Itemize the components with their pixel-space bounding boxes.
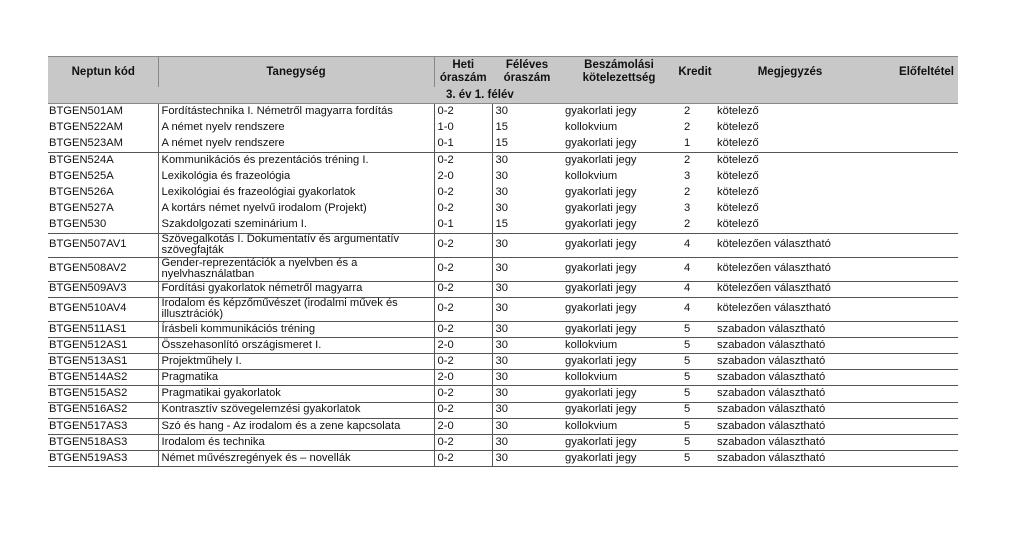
- cell-elofeltetel: [866, 120, 958, 136]
- cell-megjegyzes: kötelezően választható: [714, 257, 866, 281]
- cell-feleves: 30: [495, 169, 508, 182]
- cell-code: BTGEN518AS3: [48, 435, 158, 451]
- cell-feleves: 30: [492, 297, 562, 321]
- cell-name: Kommunikációs és prezentációs tréning I.: [158, 152, 434, 168]
- cell-heti: 0-1: [434, 217, 492, 233]
- cell-code: BTGEN524A: [48, 152, 158, 168]
- cell-code: BTGEN512AS1: [48, 337, 158, 353]
- cell-megjegyzes: szabadon választható: [714, 435, 866, 451]
- table-row: [48, 233, 958, 257]
- header-kredit: Kredit: [676, 57, 714, 88]
- cell-feleves: 30: [492, 402, 562, 418]
- cell-megjegyzes: kötelező: [717, 201, 759, 214]
- cell-heti: 2-0: [434, 370, 492, 386]
- cell-heti: 0-2: [434, 451, 492, 467]
- table-row: [48, 104, 958, 120]
- cell-megjegyzes: szabadon választható: [714, 451, 866, 467]
- cell-name: Pragmatikai gyakorlatok: [158, 386, 434, 402]
- cell-kredit: 2: [684, 185, 691, 198]
- cell-name: Szövegalkotás I. Dokumentatív és argumentatív szövegfajták: [158, 233, 434, 257]
- table-row: [48, 184, 958, 200]
- cell-beszamolasi: gyakorlati jegy: [562, 233, 676, 257]
- cell-heti: 0-2: [434, 152, 492, 168]
- cell-elofeltetel: [866, 257, 958, 281]
- table-row: [48, 297, 958, 321]
- cell-kredit: 3: [684, 169, 691, 182]
- cell-heti: 2-0: [434, 168, 492, 184]
- table-row: [48, 281, 958, 297]
- cell-elofeltetel: [866, 184, 958, 200]
- cell-name: A német nyelv rendszere: [158, 120, 434, 136]
- cell-heti: 1-0: [434, 120, 492, 136]
- cell-elofeltetel: [866, 418, 958, 434]
- cell-code: BTGEN501AM: [49, 105, 123, 118]
- cell-name: Lexikológia és frazeológia: [158, 168, 434, 184]
- cell-beszamolasi: gyakorlati jegy: [565, 185, 637, 198]
- cell-beszamolasi: kollokvium: [565, 169, 618, 182]
- cell-name: Német művészregények és – novellák: [158, 451, 434, 467]
- cell-feleves: 30: [492, 233, 562, 257]
- cell-code: BTGEN525A: [49, 169, 114, 182]
- cell-feleves: 30: [492, 435, 562, 451]
- cell-feleves: 30: [495, 201, 508, 214]
- cell-heti: 0-2: [434, 435, 492, 451]
- cell-beszamolasi: gyakorlati jegy: [565, 136, 637, 149]
- cell-feleves: 30: [492, 152, 562, 168]
- cell-beszamolasi: gyakorlati jegy: [565, 217, 637, 230]
- cell-feleves: 30: [495, 185, 508, 198]
- cell-kredit: 2: [676, 152, 714, 168]
- cell-megjegyzes: kötelező: [717, 105, 759, 118]
- cell-heti: 0-2: [434, 386, 492, 402]
- cell-beszamolasi: gyakorlati jegy: [562, 435, 676, 451]
- cell-name: Fordítástechnika I. Németről magyarra fordítás: [158, 104, 434, 120]
- cell-feleves: 30: [492, 370, 562, 386]
- cell-name: A kortárs német nyelvű irodalom (Projekt): [158, 201, 434, 217]
- table-row: [48, 217, 958, 233]
- cell-megjegyzes: kötelező: [717, 136, 759, 149]
- cell-megjegyzes: szabadon választható: [714, 386, 866, 402]
- cell-beszamolasi: gyakorlati jegy: [562, 257, 676, 281]
- table-row: [48, 386, 958, 402]
- cell-kredit: 1: [684, 136, 691, 149]
- cell-beszamolasi: kollokvium: [562, 337, 676, 353]
- cell-beszamolasi: kollokvium: [562, 418, 676, 434]
- header-megjegyzes: Megjegyzés: [714, 57, 866, 88]
- cell-heti: 0-2: [434, 201, 492, 217]
- header-neptun: Neptun kód: [48, 57, 158, 88]
- table-row: [48, 435, 958, 451]
- cell-name: A német nyelv rendszere: [158, 136, 434, 152]
- header-beszamolasi: Beszámolási kötelezettség: [562, 57, 676, 88]
- cell-name: Szakdolgozati szeminárium I.: [158, 217, 434, 233]
- cell-kredit: 4: [676, 257, 714, 281]
- cell-name: Gender-reprezentációk a nyelvben és a nyelvhasználatban: [158, 257, 434, 281]
- table-body: [48, 104, 958, 467]
- cell-feleves: 30: [492, 337, 562, 353]
- cell-kredit: 4: [676, 233, 714, 257]
- cell-heti: 0-2: [434, 104, 492, 120]
- table-row: [48, 451, 958, 467]
- cell-kredit: 5: [676, 451, 714, 467]
- cell-heti: 2-0: [434, 337, 492, 353]
- cell-feleves: 30: [495, 105, 508, 118]
- cell-elofeltetel: [866, 337, 958, 353]
- cell-beszamolasi: gyakorlati jegy: [562, 451, 676, 467]
- cell-kredit: 5: [676, 337, 714, 353]
- header-heti: Heti óraszám: [434, 57, 492, 88]
- cell-beszamolasi: kollokvium: [562, 370, 676, 386]
- cell-beszamolasi: gyakorlati jegy: [562, 402, 676, 418]
- table-row: [48, 168, 958, 184]
- cell-code: BTGEN522AM: [49, 121, 123, 134]
- cell-elofeltetel: [866, 451, 958, 467]
- cell-megjegyzes: szabadon választható: [714, 337, 866, 353]
- cell-megjegyzes: kötelezően választható: [714, 297, 866, 321]
- cell-heti: 2-0: [434, 418, 492, 434]
- cell-kredit: 5: [676, 402, 714, 418]
- header-feleves: Féléves óraszám: [492, 57, 562, 88]
- cell-beszamolasi: gyakorlati jegy: [562, 281, 676, 297]
- table-row: [48, 257, 958, 281]
- cell-code: BTGEN509AV3: [48, 281, 158, 297]
- cell-elofeltetel: [866, 104, 958, 120]
- cell-code: BTGEN526A: [49, 185, 114, 198]
- semester-row: [48, 87, 958, 104]
- cell-heti: 0-2: [434, 321, 492, 337]
- semester-label: 3. év 1. félév: [434, 87, 958, 104]
- cell-heti: 0-2: [434, 297, 492, 321]
- cell-megjegyzes: szabadon választható: [714, 370, 866, 386]
- cell-megjegyzes: szabadon választható: [714, 354, 866, 370]
- cell-code: BTGEN527A: [49, 201, 114, 214]
- cell-elofeltetel: [866, 402, 958, 418]
- cell-kredit: 5: [676, 354, 714, 370]
- cell-code: BTGEN523AM: [49, 136, 123, 149]
- cell-name: Pragmatika: [158, 370, 434, 386]
- cell-name: Szó és hang - Az irodalom és a zene kapcsolata: [158, 418, 434, 434]
- table-row: [48, 120, 958, 136]
- cell-elofeltetel: [866, 354, 958, 370]
- cell-elofeltetel: [866, 152, 958, 168]
- cell-code: BTGEN519AS3: [48, 451, 158, 467]
- cell-code: BTGEN530: [49, 217, 107, 230]
- cell-feleves: 15: [495, 217, 508, 230]
- cell-code: BTGEN510AV4: [48, 297, 158, 321]
- cell-megjegyzes: kötelező: [717, 169, 759, 182]
- cell-name: Irodalom és technika: [158, 435, 434, 451]
- cell-name: Összehasonlító országismeret I.: [158, 337, 434, 353]
- header-elofeltetel: Előfeltétel: [866, 57, 958, 88]
- cell-elofeltetel: [866, 136, 958, 152]
- cell-elofeltetel: [866, 201, 958, 217]
- cell-megjegyzes: kötelezően választható: [714, 233, 866, 257]
- cell-elofeltetel: [866, 370, 958, 386]
- cell-beszamolasi: gyakorlati jegy: [565, 201, 637, 214]
- cell-megjegyzes: szabadon választható: [714, 418, 866, 434]
- cell-heti: 0-2: [434, 233, 492, 257]
- cell-elofeltetel: [866, 281, 958, 297]
- cell-code: BTGEN507AV1: [48, 233, 158, 257]
- table-row: [48, 418, 958, 434]
- cell-heti: 0-2: [434, 184, 492, 200]
- cell-kredit: 5: [676, 321, 714, 337]
- table-row: [48, 201, 958, 217]
- cell-feleves: 30: [492, 418, 562, 434]
- cell-feleves: 15: [495, 136, 508, 149]
- cell-kredit: 4: [676, 297, 714, 321]
- header-tanegyseg: Tanegység: [158, 57, 434, 88]
- cell-kredit: 2: [684, 105, 691, 118]
- cell-heti: 0-2: [434, 257, 492, 281]
- cell-kredit: 5: [676, 386, 714, 402]
- cell-beszamolasi: gyakorlati jegy: [562, 297, 676, 321]
- cell-code: BTGEN516AS2: [48, 402, 158, 418]
- cell-heti: 0-1: [434, 136, 492, 152]
- cell-megjegyzes: kötelezően választható: [714, 281, 866, 297]
- cell-elofeltetel: [866, 233, 958, 257]
- header-row: [48, 57, 958, 88]
- cell-name: Írásbeli kommunikációs tréning: [158, 321, 434, 337]
- cell-name: Lexikológiai és frazeológiai gyakorlatok: [158, 184, 434, 200]
- cell-code: BTGEN513AS1: [48, 354, 158, 370]
- cell-code: BTGEN508AV2: [48, 257, 158, 281]
- cell-feleves: 30: [492, 257, 562, 281]
- cell-heti: 0-2: [434, 281, 492, 297]
- cell-megjegyzes: szabadon választható: [714, 321, 866, 337]
- cell-name: Irodalom és képzőművészet (irodalmi művek és illusztrációk): [158, 297, 434, 321]
- cell-kredit: 2: [684, 217, 691, 230]
- cell-feleves: 30: [492, 281, 562, 297]
- cell-elofeltetel: [866, 297, 958, 321]
- cell-megjegyzes: kötelező: [717, 217, 759, 230]
- cell-feleves: 30: [492, 386, 562, 402]
- table-row: [48, 337, 958, 353]
- cell-code: BTGEN515AS2: [48, 386, 158, 402]
- cell-beszamolasi: gyakorlati jegy: [562, 321, 676, 337]
- curriculum-table: [48, 56, 958, 467]
- cell-kredit: 2: [684, 121, 691, 134]
- cell-kredit: 4: [676, 281, 714, 297]
- cell-heti: 0-2: [434, 354, 492, 370]
- cell-beszamolasi: kollokvium: [565, 121, 618, 134]
- table-row: [48, 370, 958, 386]
- table-row: [48, 321, 958, 337]
- cell-elofeltetel: [866, 386, 958, 402]
- cell-kredit: 5: [676, 418, 714, 434]
- cell-elofeltetel: [866, 435, 958, 451]
- cell-beszamolasi: gyakorlati jegy: [562, 354, 676, 370]
- cell-elofeltetel: [866, 168, 958, 184]
- cell-megjegyzes: szabadon választható: [714, 402, 866, 418]
- cell-megjegyzes: kötelező: [717, 185, 759, 198]
- cell-heti: 0-2: [434, 402, 492, 418]
- cell-beszamolasi: gyakorlati jegy: [562, 386, 676, 402]
- cell-feleves: 30: [492, 451, 562, 467]
- cell-code: BTGEN514AS2: [48, 370, 158, 386]
- cell-name: Fordítási gyakorlatok németről magyarra: [158, 281, 434, 297]
- cell-name: Projektműhely I.: [158, 354, 434, 370]
- curriculum-table-container: [48, 56, 958, 467]
- cell-megjegyzes: kötelező: [717, 121, 759, 134]
- cell-megjegyzes: kötelező: [714, 152, 866, 168]
- table-row: [48, 152, 958, 168]
- cell-name: Kontrasztív szövegelemzési gyakorlatok: [158, 402, 434, 418]
- cell-feleves: 30: [492, 354, 562, 370]
- cell-code: BTGEN511AS1: [48, 321, 158, 337]
- cell-feleves: 15: [495, 121, 508, 134]
- cell-elofeltetel: [866, 321, 958, 337]
- cell-kredit: 3: [684, 201, 691, 214]
- table-row: [48, 136, 958, 152]
- cell-kredit: 5: [676, 370, 714, 386]
- cell-elofeltetel: [866, 217, 958, 233]
- cell-beszamolasi: gyakorlati jegy: [562, 152, 676, 168]
- cell-feleves: 30: [492, 321, 562, 337]
- table-row: [48, 354, 958, 370]
- table-row: [48, 402, 958, 418]
- cell-beszamolasi: gyakorlati jegy: [565, 105, 637, 118]
- cell-code: BTGEN517AS3: [48, 418, 158, 434]
- cell-kredit: 5: [676, 435, 714, 451]
